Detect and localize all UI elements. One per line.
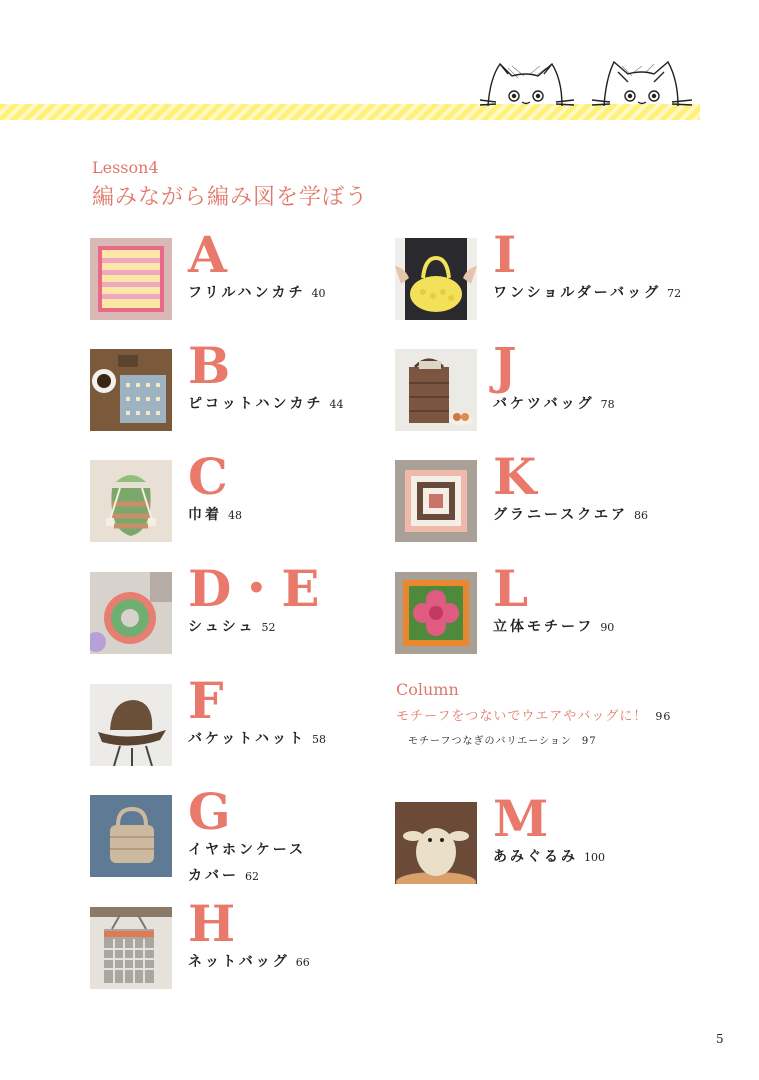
page-number: 5 — [716, 1032, 724, 1046]
column-subtitle-page: 97 — [581, 736, 597, 747]
drawstring-pouch-photo — [90, 460, 172, 542]
item-letter: G — [188, 782, 231, 841]
granny-square-photo — [395, 460, 477, 542]
project-item-i[interactable] — [395, 225, 735, 324]
item-name: イヤホンケース — [188, 842, 307, 858]
project-item-b[interactable] — [90, 336, 380, 435]
project-item-k[interactable] — [395, 447, 735, 546]
project-item-f[interactable] — [90, 671, 380, 770]
section-title: 編みながら編み図を学ぼう — [92, 185, 369, 210]
item-page: 72 — [667, 287, 682, 300]
item-letter: L — [493, 559, 529, 618]
item-name: ピコットハンカチ 44 — [188, 396, 344, 412]
item-name: フリルハンカチ 40 — [188, 285, 326, 301]
item-page: 100 — [584, 851, 605, 864]
item-name: 立体モチーフ 90 — [493, 619, 615, 635]
item-letter: K — [493, 447, 537, 506]
item-page: 66 — [295, 956, 310, 969]
item-letter: D・E — [188, 559, 320, 618]
lesson-label: Lesson4 — [92, 158, 159, 177]
bucket-bag-photo — [395, 349, 477, 431]
project-item-a[interactable] — [90, 225, 380, 324]
item-page: 48 — [228, 509, 242, 522]
3d-motif-photo — [395, 572, 477, 654]
item-letter: B — [188, 336, 231, 395]
item-name: ワンショルダーバッグ 72 — [493, 285, 682, 301]
project-item-j[interactable] — [395, 336, 735, 435]
item-letter: A — [188, 225, 227, 284]
project-item-h[interactable] — [90, 894, 380, 993]
item-name-continued: カバー 62 — [188, 868, 259, 884]
item-name: グラニースクエア 86 — [493, 507, 649, 523]
project-item-m[interactable] — [395, 789, 735, 888]
one-shoulder-bag-photo — [395, 238, 477, 320]
picot-handkerchief-photo — [90, 349, 172, 431]
item-name: シュシュ 52 — [188, 619, 276, 635]
item-name: バケツバッグ 78 — [493, 396, 615, 412]
item-name: あみぐるみ 100 — [493, 849, 605, 865]
column-heading: Column — [396, 680, 459, 699]
column-subtitle[interactable]: モチーフつなぎのバリエーション 97 — [408, 736, 597, 747]
item-page: 90 — [600, 621, 615, 634]
bucket-hat-photo — [90, 684, 172, 766]
item-page: 62 — [245, 870, 259, 883]
item-page: 44 — [329, 398, 344, 411]
project-item-g[interactable] — [90, 782, 380, 884]
item-letter: F — [188, 671, 224, 730]
item-letter: C — [188, 447, 228, 506]
item-name: 巾着 48 — [188, 507, 242, 523]
project-item-c[interactable] — [90, 447, 380, 546]
project-item-l[interactable] — [395, 559, 735, 658]
item-page: 86 — [634, 509, 649, 522]
amigurumi-photo — [395, 802, 477, 884]
frill-handkerchief-photo — [90, 238, 172, 320]
column-title[interactable]: モチーフをつないでウエアやバッグに！ 96 — [396, 709, 672, 724]
item-name: バケットハット 58 — [188, 731, 327, 747]
item-letter: H — [188, 894, 236, 953]
item-page: 52 — [261, 621, 276, 634]
item-letter: I — [493, 225, 517, 284]
project-item-d-e[interactable] — [90, 559, 380, 658]
net-bag-photo — [90, 907, 172, 989]
item-name: ネットバッグ 66 — [188, 954, 310, 970]
item-page: 58 — [312, 733, 327, 746]
item-page: 78 — [600, 398, 615, 411]
column-title-page: 96 — [655, 710, 672, 723]
peeking-cats-illustration — [478, 58, 698, 108]
item-letter: M — [493, 789, 549, 848]
item-page: 40 — [311, 287, 326, 300]
scrunchie-photo — [90, 572, 172, 654]
item-letter: J — [493, 336, 517, 395]
column-section — [396, 680, 671, 747]
earphone-case-cover-photo — [90, 795, 172, 877]
